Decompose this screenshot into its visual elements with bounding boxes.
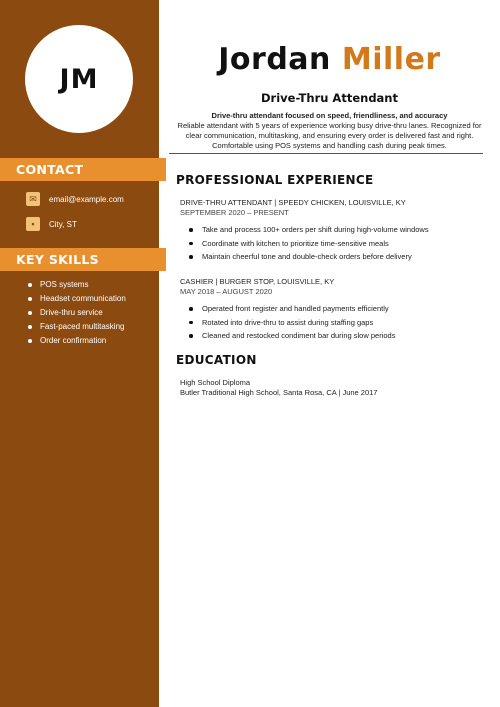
job-role: Drive-Thru Attendant — [261, 91, 398, 105]
job-title: DRIVE-THRU ATTENDANT | SPEEDY CHICKEN, LOUISVILLE, KY — [180, 198, 406, 207]
education-entry — [180, 378, 377, 398]
skills-list — [28, 280, 126, 350]
job-bullet: Maintain cheerful tone and double-check orders before delivery — [180, 252, 480, 266]
contact-email[interactable]: email@example.com — [49, 194, 124, 204]
skill-item: Headset communication — [28, 294, 126, 308]
full-name — [159, 42, 500, 77]
summary-body: Reliable attendant with 5 years of experience working busy drive-thru lanes. Recognized for clear communication, multitasking, and ensuring every order is delivered fast and right. Comfortable using POS systems and handling cash during peak times. — [177, 121, 482, 150]
contact-location: City, ST — [49, 219, 77, 229]
job-bullet: Rotated into drive-thru to assist during staffing gaps — [180, 318, 480, 332]
job-title: CASHIER | BURGER STOP, LOUISVILLE, KY — [180, 277, 335, 286]
job-bullet: Operated front register and handled payments efficiently — [180, 304, 480, 318]
skill-item: Fast-paced multitasking — [28, 322, 126, 336]
summary — [173, 111, 486, 151]
envelope-icon: ✉ — [26, 192, 40, 206]
contact-heading: CONTACT — [0, 158, 166, 181]
divider — [169, 153, 483, 154]
job-dates: SEPTEMBER 2020 – PRESENT — [180, 208, 289, 217]
skill-item: Drive-thru service — [28, 308, 126, 322]
contact-location-row — [26, 217, 77, 231]
avatar — [25, 25, 133, 133]
job-bullets — [180, 304, 480, 345]
skill-item: Order confirmation — [28, 336, 126, 350]
job-entry — [180, 277, 480, 345]
job-dates: MAY 2018 – AUGUST 2020 — [180, 287, 273, 296]
sidebar — [0, 0, 159, 707]
education-heading: EDUCATION — [176, 353, 257, 367]
job-bullets — [180, 225, 480, 266]
main-content — [159, 0, 500, 707]
job-bullet: Take and process 100+ orders per shift during high-volume windows — [180, 225, 480, 239]
job-bullet: Coordinate with kitchen to prioritize time-sensitive meals — [180, 239, 480, 253]
education-degree: High School Diploma — [180, 378, 251, 387]
summary-headline: Drive-thru attendant focused on speed, friendliness, and accuracy — [211, 111, 448, 120]
contact-email-row — [26, 192, 124, 206]
experience-heading: PROFESSIONAL EXPERIENCE — [176, 173, 374, 187]
id-card-icon: ▪ — [26, 217, 40, 231]
skill-item: POS systems — [28, 280, 126, 294]
first-name: Jordan — [218, 42, 331, 77]
avatar-initials: JM — [59, 63, 99, 95]
job-entry — [180, 198, 480, 266]
last-name: Miller — [341, 42, 441, 77]
job-bullet: Cleaned and restocked condiment bar during slow periods — [180, 331, 480, 345]
skills-heading: KEY SKILLS — [0, 248, 166, 271]
education-school: Butler Traditional High School, Santa Rosa, CA | June 2017 — [180, 388, 378, 397]
